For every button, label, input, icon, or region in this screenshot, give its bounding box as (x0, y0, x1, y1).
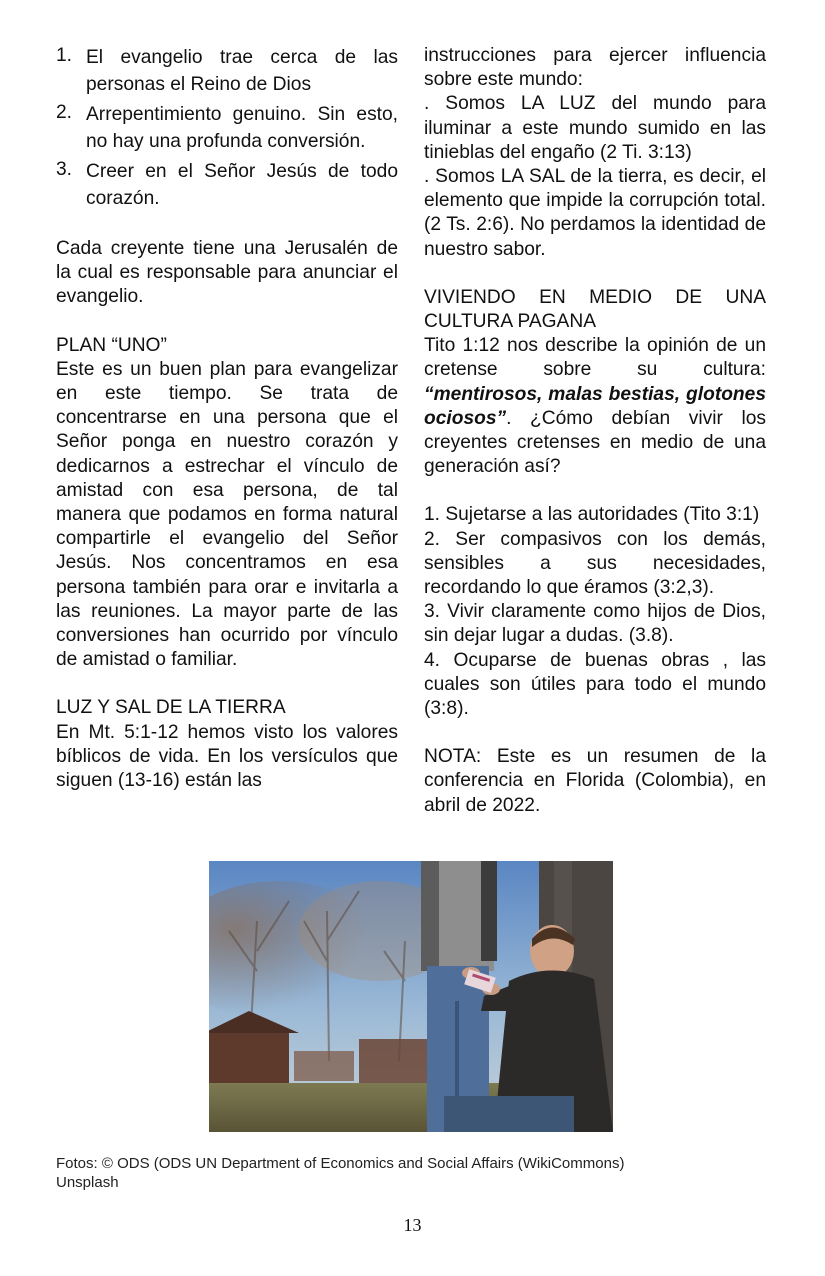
list-item-text: Arrepentimiento genuino. Sin esto, no hay una profunda conversión. (86, 104, 398, 152)
list-item (56, 158, 398, 212)
heading-viviendo: VIVIENDO EN MEDIO DE UNA CULTURA PAGANA (424, 286, 766, 333)
list-item-text: Creer en el Señor Jesús de todo corazón. (86, 161, 398, 209)
list-item-number: 3. (56, 159, 73, 180)
paragraph-tito (424, 334, 766, 479)
point-item: 3. Vivir claramente como hijos de Dios, sin dejar lugar a dudas. (3.8). (424, 601, 766, 647)
right-column (424, 44, 766, 818)
numbered-list (56, 44, 398, 212)
list-item-text: El evangelio trae cerca de las personas el Reino de Dios (86, 47, 398, 95)
list-item (56, 44, 398, 98)
point-item: 1. Sujetarse a las autoridades (Tito 3:1) (424, 504, 760, 526)
paragraph-instrucciones: instrucciones para ejercer influencia sobre este mundo: (424, 45, 766, 91)
left-column (56, 44, 398, 793)
photo-illustration (209, 861, 613, 1132)
heading-plan-uno: PLAN “UNO” (56, 334, 167, 356)
paragraph-plan-uno: Este es un buen plan para evangelizar en este tiempo. Se trata de concentrarse en una persona que el Señor ponga en nuestro corazón y dedicarnos a estrechar el vínculo de amistad con esa persona, de tal manera que podamos en forma natural compartirle el evangelio del Señor Jesús. Nos concentramos en esa persona también para orar e invitarla a las reuniones. La mayor parte de las conversiones han ocurrido por vínculo de amistad o familiar. (56, 358, 398, 671)
list-item (56, 101, 398, 155)
tito-text-start: Tito 1:12 nos describe la opinión de un cretense sobre su cultura: (424, 335, 766, 381)
paragraph-somos-la-luz: . Somos LA LUZ del mundo para iluminar a este mundo sumido en las tinieblas del engaño (2 Ti. 3:13) (424, 93, 766, 163)
paragraph-nota: NOTA: Este es un resumen de la conferencia en Florida (Colombia), en abril de 2022. (424, 746, 766, 816)
list-item-number: 1. (56, 45, 73, 66)
paragraph-luz-y-sal: En Mt. 5:1-12 hemos visto los valores bíblicos de vida. En los versículos que siguen (13-16) están las (56, 721, 398, 792)
paragraph-somos-la-sal: . Somos LA SAL de la tierra, es decir, el elemento que impide la corrupción total. (2 Ts. 2:6). No perdamos la identidad de nuestro sabor. (424, 166, 766, 260)
page-number: 13 (403, 1215, 422, 1235)
caption-line-2: Unsplash (56, 1174, 119, 1191)
photo-credit-caption (56, 1154, 756, 1192)
tito-text-end: . ¿Cómo debían vivir los creyentes cretenses en medio de una generación así? (424, 407, 766, 478)
photo-two-men-sharing-tract (209, 861, 613, 1132)
point-item: 2. Ser compasivos con los demás, sensibles a sus necesidades, recordando lo que éramos (3:2,3). (424, 528, 766, 599)
heading-luz-y-sal: LUZ Y SAL DE LA TIERRA (56, 697, 286, 719)
list-item-number: 2. (56, 102, 73, 123)
caption-line-1: Fotos: © ODS (ODS UN Department of Economics and Social Affairs (WikiCommons) (56, 1155, 625, 1172)
tito-quote: “mentirosos, malas bestias, glotones ociosos” (424, 383, 766, 429)
point-item: 4. Ocuparse de buenas obras , las cuales son útiles para todo el mundo (3:8). (424, 649, 766, 720)
paragraph-jerusalen: Cada creyente tiene una Jerusalén de la cual es responsable para anunciar el evangelio. (56, 238, 398, 308)
